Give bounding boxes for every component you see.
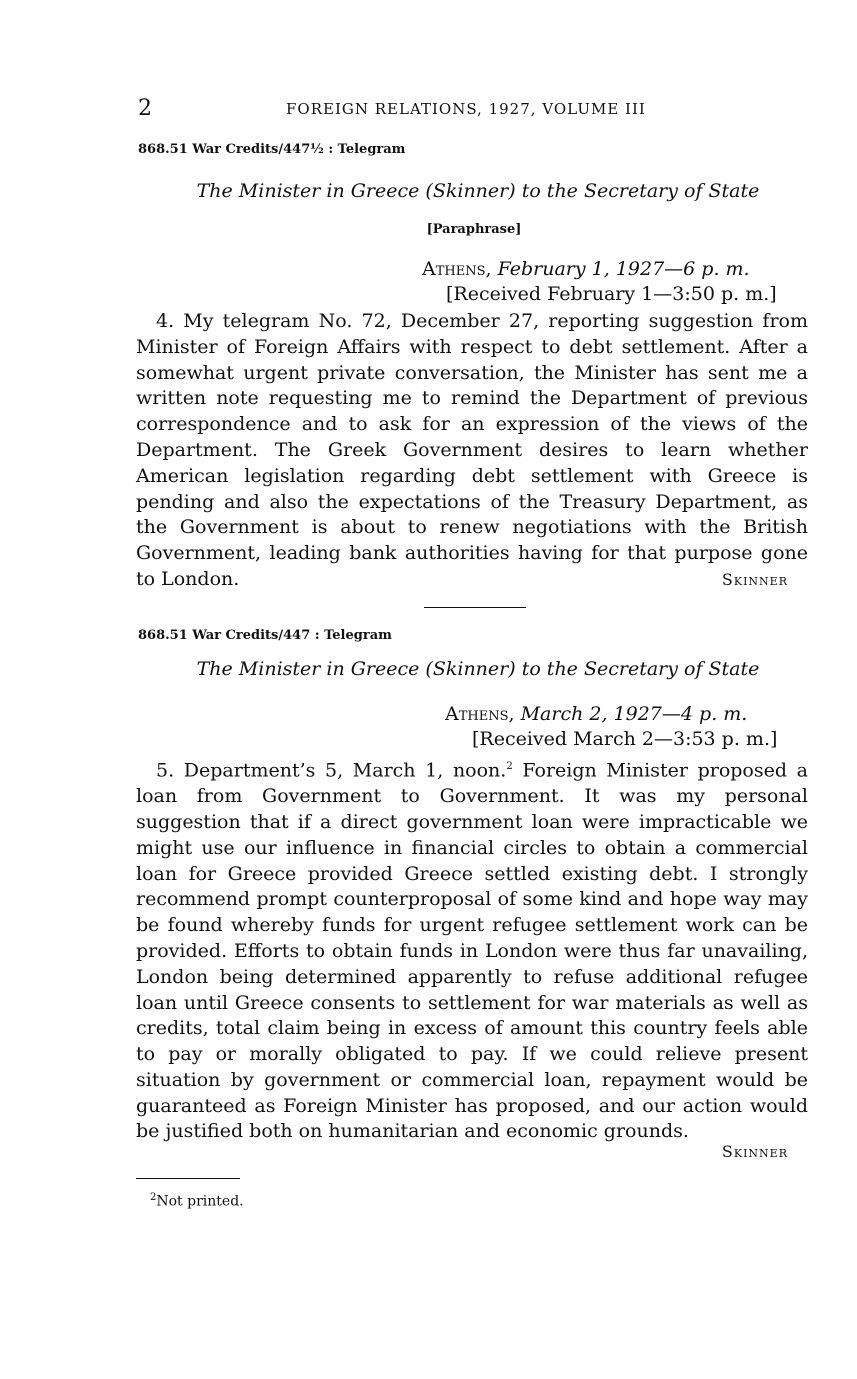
received-line: [Received March 2—3:53 p. m.]	[472, 728, 778, 750]
body-lead: 5. Department’s 5, March 1, noon.	[156, 759, 507, 782]
telegram-body: 4. My telegram No. 72, December 27, reporting suggestion from Minister of Foreign Affairs with respect to debt settlement. After a somewhat urgent private conversation, the Minister has sent me a written note requesting me to remind the Department of previous correspondence and to ask for an expression of the views of the Department. The Greek Government desires to learn whether American legislation regarding debt settlement with Greece is pending and also the expectations of the Treasury Department, as the Government is about to renew negotiations with the British Government, leading bank authorities having for that purpose gone to London.	[136, 310, 808, 590]
received-line: [Received February 1—3:50 p. m.]	[446, 283, 777, 305]
dateline	[422, 258, 750, 280]
footnote-rule	[136, 1178, 240, 1179]
dateline	[445, 703, 747, 725]
dateline-place: Athens,	[445, 703, 515, 725]
running-title: FOREIGN RELATIONS, 1927, VOLUME III	[286, 100, 646, 118]
file-reference: 868.51 War Credits/447½ : Telegram	[138, 142, 406, 157]
signature: Skinner	[721, 570, 788, 589]
dateline-date: February 1, 1927—6 p. m.	[497, 258, 750, 280]
section-divider	[424, 607, 526, 608]
footnote-mark: 2	[150, 1192, 157, 1203]
page-number: 2	[138, 96, 152, 121]
signature: Skinner	[721, 1142, 788, 1161]
footnote-reference: 2	[506, 761, 513, 772]
document-heading: The Minister in Greece (Skinner) to the Secretary of State	[196, 180, 760, 202]
telegram-body	[136, 754, 808, 1145]
document-heading: The Minister in Greece (Skinner) to the Secretary of State	[196, 658, 760, 680]
paraphrase-note: [Paraphrase]	[426, 222, 522, 237]
file-reference: 868.51 War Credits/447 : Telegram	[138, 628, 392, 643]
dateline-date: March 2, 1927—4 p. m.	[520, 703, 748, 725]
footnote	[150, 1192, 244, 1210]
body-rest: Foreign Minister proposed a loan from Government to Government. It was my personal suggestion that if a direct government loan were impracticable we might use our influence in financial circles to obtain a commercial loan for Greece provided Greece settled existing debt. I strongly recommend prompt counterproposal of some kind and hope way may be found whereby funds for urgent refugee settlement work can be provided. Efforts to obtain funds in London were thus far unavailing, London being determined apparently to refuse additional refugee loan until Greece consents to settlement for war materials as well as credits, total claim being in excess of amount this country feels able to pay or morally obligated to pay. If we could relieve present situation by government or commercial loan, repayment would be guaranteed as Foreign Minister has proposed, and our action would be justified both on humanitarian and economic grounds.	[136, 759, 809, 1143]
dateline-place: Athens,	[422, 258, 492, 280]
running-head	[138, 96, 778, 122]
footnote-text: Not printed.	[156, 1193, 244, 1210]
